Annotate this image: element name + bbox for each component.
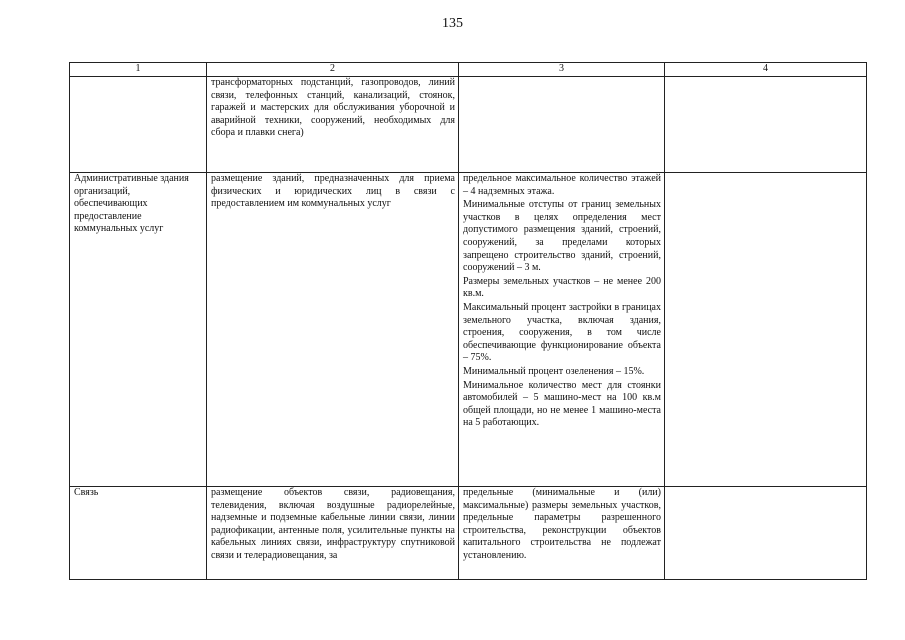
header-col-3: 3	[459, 63, 665, 77]
row2-param-setbacks: Минимальные отступы от границ земельных участков в целях определения мест допустимого размещения зданий, строений, сооружений, за пределами которых запрещено строительство зданий, строений, сооружений – 3 м.	[463, 199, 661, 274]
row1-parameters	[459, 77, 665, 173]
row3-use-description: размещение объектов связи, радиовещания, телевидения, включая воздушные радиорелейные, надземные и подземные кабельные линии связи, линии радиофикации, антенные поля, усилительные пункты на кабельных линиях связи, инфраструктуру спутниковой связи и телерадиовещания, за	[207, 487, 459, 580]
zoning-table	[69, 62, 867, 580]
row3-use-name: Связь	[70, 487, 207, 580]
table-row	[70, 77, 867, 173]
row2-use-description: размещение зданий, предназначенных для приема физических и юридических лиц в связи с предоставлением им коммунальных услуг	[207, 173, 459, 487]
table-header-row	[70, 63, 867, 77]
table-row	[70, 487, 867, 580]
page-number: 135	[442, 16, 463, 31]
row2-param-plot-size: Размеры земельных участков – не менее 200 кв.м.	[463, 275, 661, 300]
row2-param-floors: предельное максимальное количество этажей – 4 надземных этажа.	[463, 173, 661, 197]
row2-parameters	[459, 173, 665, 487]
header-col-4: 4	[665, 63, 867, 77]
row1-use-name	[70, 77, 207, 173]
row2-param-parking: Минимальное количество мест для стоянки автомобилей – 5 машино-мест на 100 кв.м общей площади, но не менее 1 машино-места на 5 работающих.	[463, 379, 661, 429]
header-col-1: 1	[70, 63, 207, 77]
row2-param-greenery: Минимальный процент озеленения – 15%.	[463, 365, 645, 377]
table-row	[70, 173, 867, 487]
row2-param-coverage: Максимальный процент застройки в границах земельного участка, включая здания, строения, сооружения, в том числе обеспечивающие функционирование объекта – 75%.	[463, 301, 661, 364]
row3-parameters	[459, 487, 665, 580]
row1-use-description: трансформаторных подстанций, газопроводов, линий связи, телефонных станций, канализаций, стоянок, гаражей и мастерских для обслуживания уборочной и аварийной техники, сооружений, необходимых для сбора и плавки снега)	[207, 77, 459, 173]
row3-notes	[665, 487, 867, 580]
row2-notes	[665, 173, 867, 487]
header-col-2: 2	[207, 63, 459, 77]
row2-use-name: Административные здания организаций, обеспечивающих предоставление коммунальных услуг	[70, 173, 207, 487]
row3-param-not-established: предельные (минимальные и (или) максимальные) размеры земельных участков, предельные параметры разрешенного строительства, реконструкции объектов капитального строительства не подлежат установлению.	[463, 487, 661, 561]
row1-notes	[665, 77, 867, 173]
